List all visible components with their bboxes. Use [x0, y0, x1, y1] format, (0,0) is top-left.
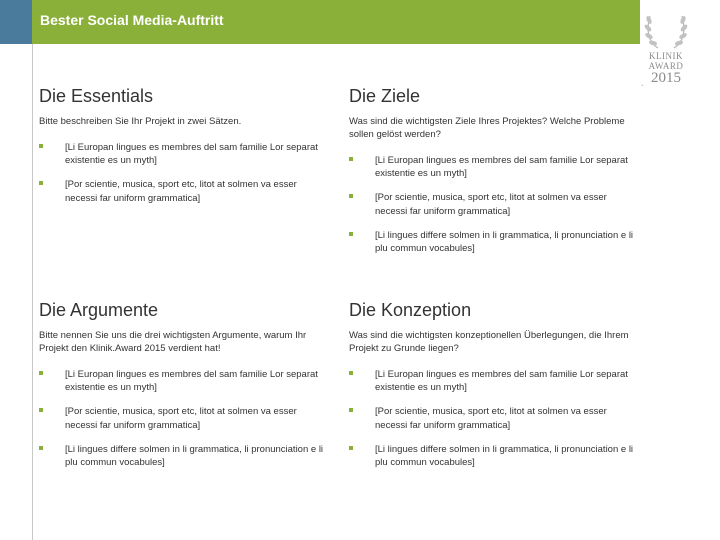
logo-text-award: AWARD [648, 61, 684, 71]
list-item-text: [Li lingues differe solmen in li grammatica, li pronunciation e li plu commun vocabules] [375, 443, 634, 469]
list-item-text: [Por scientie, musica, sport etc, litot at solmen va esser necessi far uniform grammatica] [375, 406, 607, 431]
list-item [349, 443, 639, 470]
section-subtitle: Was sind die wichtigsten konzeptionellen Überlegungen, die Ihrem Projekt zu Grunde liegen? [349, 330, 629, 354]
page-title: Bester Social Media-Auftritt [40, 12, 224, 28]
left-divider [32, 44, 33, 540]
bullet-list [39, 368, 329, 470]
bullet-square-icon [349, 371, 353, 375]
list-item [39, 141, 329, 168]
bullet-list [349, 368, 639, 470]
bullet-square-icon [349, 232, 353, 236]
section-konzeption [349, 300, 639, 480]
section-subtitle: Was sind die wichtigsten Ziele Ihres Projektes? Welche Probleme sollen gelöst werden? [349, 116, 625, 140]
logo-text-klinik: KLINIK [649, 51, 683, 61]
list-item-text: [Li Europan lingues es membres del sam familie Lor separat existentie es un myth] [375, 368, 628, 393]
section-title: Die Argumente [39, 300, 159, 320]
list-item-text: [Li lingues differe solmen in li grammatica, li pronunciation e li plu commun vocabules] [65, 443, 324, 469]
list-item-text: [Por scientie, musica, sport etc, litot at solmen va esser necessi far uniform grammatica] [65, 406, 297, 431]
list-item [39, 178, 329, 205]
list-item [39, 368, 329, 395]
list-item-text: [Li Europan lingues es membres del sam familie Lor separat existentie es un myth] [65, 141, 318, 167]
list-item [39, 443, 329, 470]
bullet-square-icon [349, 408, 353, 412]
section-ziele [349, 86, 639, 266]
bullet-list [349, 154, 639, 256]
list-item-text: [Por scientie, musica, sport etc, litot at solmen va esser necessi far uniform grammatica] [65, 179, 297, 204]
bullet-list [39, 141, 329, 205]
klinik-award-logo [636, 8, 696, 90]
bullet-square-icon [349, 446, 353, 450]
list-item-text: [Li Europan lingues es membres del sam familie Lor separat existentie es un myth] [375, 154, 628, 179]
list-item-text: [Por scientie, musica, sport etc, litot at solmen va esser necessi far uniform grammatica] [375, 192, 607, 217]
bullet-square-icon [39, 144, 43, 148]
logo-year: 2015 [651, 70, 681, 86]
list-item [349, 154, 639, 181]
bullet-square-icon [39, 181, 43, 185]
bullet-square-icon [39, 446, 43, 450]
list-item-text: [Li Europan lingues es membres del sam familie Lor separat existentie es un myth] [65, 368, 318, 393]
section-argumente [39, 300, 329, 480]
bullet-square-icon [349, 157, 353, 161]
list-item [349, 229, 639, 256]
list-item-text: [Li lingues differe solmen in li grammatica, li pronunciation e li plu commun vocabules] [375, 229, 634, 255]
list-item [349, 368, 639, 395]
section-title: Die Konzeption [349, 300, 472, 320]
list-item [39, 405, 329, 432]
section-title: Die Ziele [349, 86, 421, 106]
bullet-square-icon [39, 408, 43, 412]
section-essentials [39, 86, 329, 216]
list-item [349, 405, 639, 432]
laurel-wreath-icon [636, 8, 696, 52]
bullet-square-icon [349, 194, 353, 198]
section-subtitle: Bitte beschreiben Sie Ihr Projekt in zwei Sätzen. [39, 116, 242, 127]
header-left-strip [0, 0, 32, 44]
section-title: Die Essentials [39, 86, 154, 106]
list-item [349, 191, 639, 218]
bullet-square-icon [39, 371, 43, 375]
logo-tick-mark: ` [641, 84, 644, 93]
section-subtitle: Bitte nennen Sie uns die drei wichtigsten Argumente, warum Ihr Projekt den Klinik.Award 2015 verdient hat! [39, 330, 307, 354]
